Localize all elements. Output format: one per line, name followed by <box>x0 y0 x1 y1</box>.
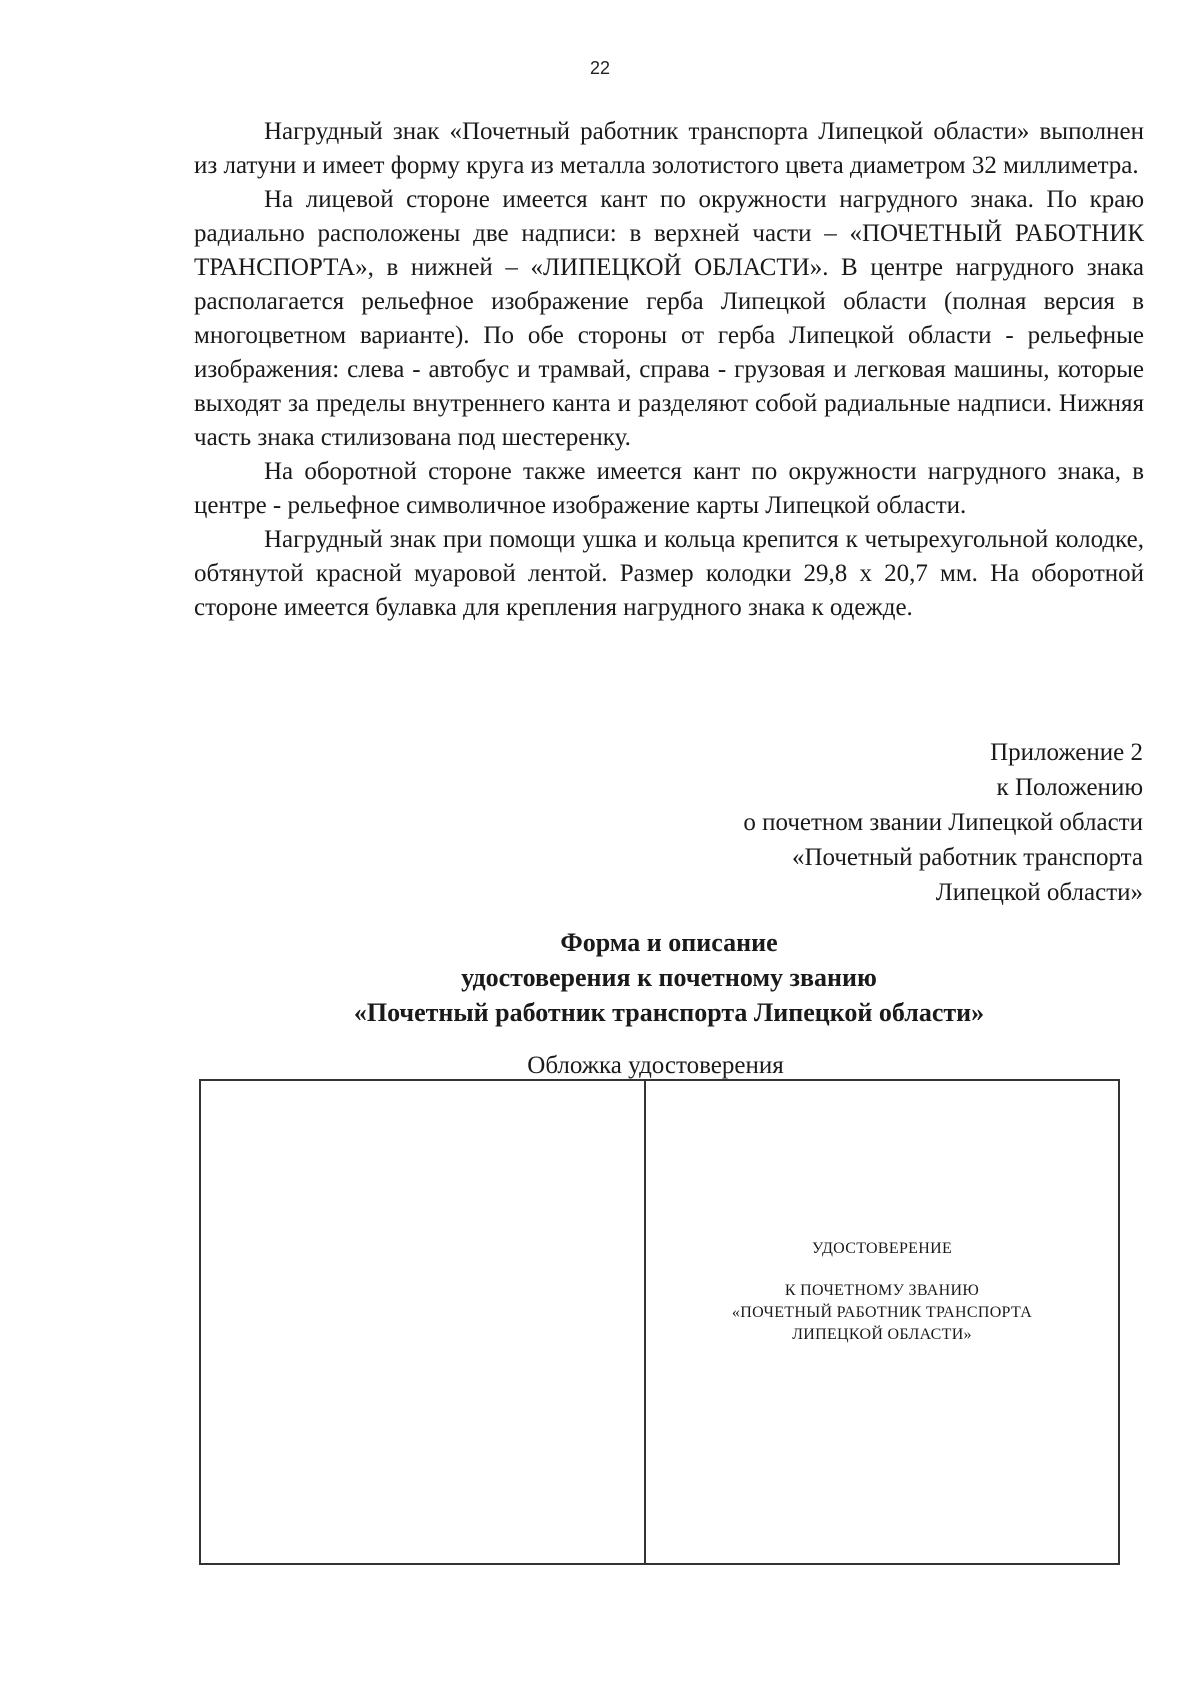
paragraph-badge-front: На лицевой стороне имеется кант по окружности нагрудного знака. По краю радиально расположены две надписи: в верхней части – «ПОЧЕТНЫЙ РАБОТНИК ТРАНСПОРТА», в нижней – «ЛИПЕЦКОЙ ОБЛАСТИ». В центре нагрудного знака располагается рельефное изображение герба Липецкой области (полная версия в многоцветном варианте). По обе стороны от герба Липецкой области - рельефные изображения: слева - автобус и трамвай, справа - грузовая и легковая машины, которые выходят за пределы внутреннего канта и разделяют собой радиальные надписи. Нижняя часть знака стилизована под шестеренку. <box>194 186 1144 451</box>
appendix-reference <box>743 735 1143 910</box>
form-title-line: «Почетный работник транспорта Липецкой области» <box>353 998 985 1027</box>
paragraph-badge-back: На оборотной стороне также имеется кант по окружности нагрудного знака, в центре - рельефное символичное изображение карты Липецкой области. <box>194 458 1144 519</box>
cover-subtitle-line: ЛИПЕЦКОЙ ОБЛАСТИ» <box>792 1326 972 1343</box>
cover-subtitle <box>646 1280 1118 1346</box>
appendix-line: «Почетный работник транспорта <box>791 844 1143 871</box>
paragraph-badge-material: Нагрудный знак «Почетный работник транспорта Липецкой области» выполнен из латуни и имеет форму круга из металла золотистого цвета диаметром 32 миллиметра. <box>194 118 1144 179</box>
paragraph-badge-mount: Нагрудный знак при помощи ушка и кольца крепится к четырехугольной колодке, обтянутой красной муаровой лентой. Размер колодки 29,8 х 20,7 мм. На оборотной стороне имеется булавка для крепления нагрудного знака к одежде. <box>194 526 1144 621</box>
cover-caption: Обложка удостоверения <box>527 1052 784 1079</box>
appendix-line: о почетном звании Липецкой области <box>743 809 1143 836</box>
appendix-line: Липецкой области» <box>935 879 1143 906</box>
appendix-line: Приложение 2 <box>990 739 1143 766</box>
page-number: 22 <box>589 58 611 78</box>
form-title <box>194 925 1144 1030</box>
form-title-line: Форма и описание <box>560 928 778 957</box>
cover-heading: УДОСТОВЕРЕНИЕ <box>811 1240 953 1257</box>
cover-subtitle-line: К ПОЧЕТНОМУ ЗВАНИЮ <box>784 1282 980 1299</box>
cover-front-panel <box>646 1081 1118 1563</box>
appendix-line: к Положению <box>996 774 1143 801</box>
cover-subtitle-line: «ПОЧЕТНЫЙ РАБОТНИК ТРАНСПОРТА <box>731 1304 1033 1321</box>
form-title-line: удостоверения к почетному званию <box>461 963 877 992</box>
body-text <box>194 115 1144 625</box>
certificate-cover <box>199 1079 1120 1565</box>
